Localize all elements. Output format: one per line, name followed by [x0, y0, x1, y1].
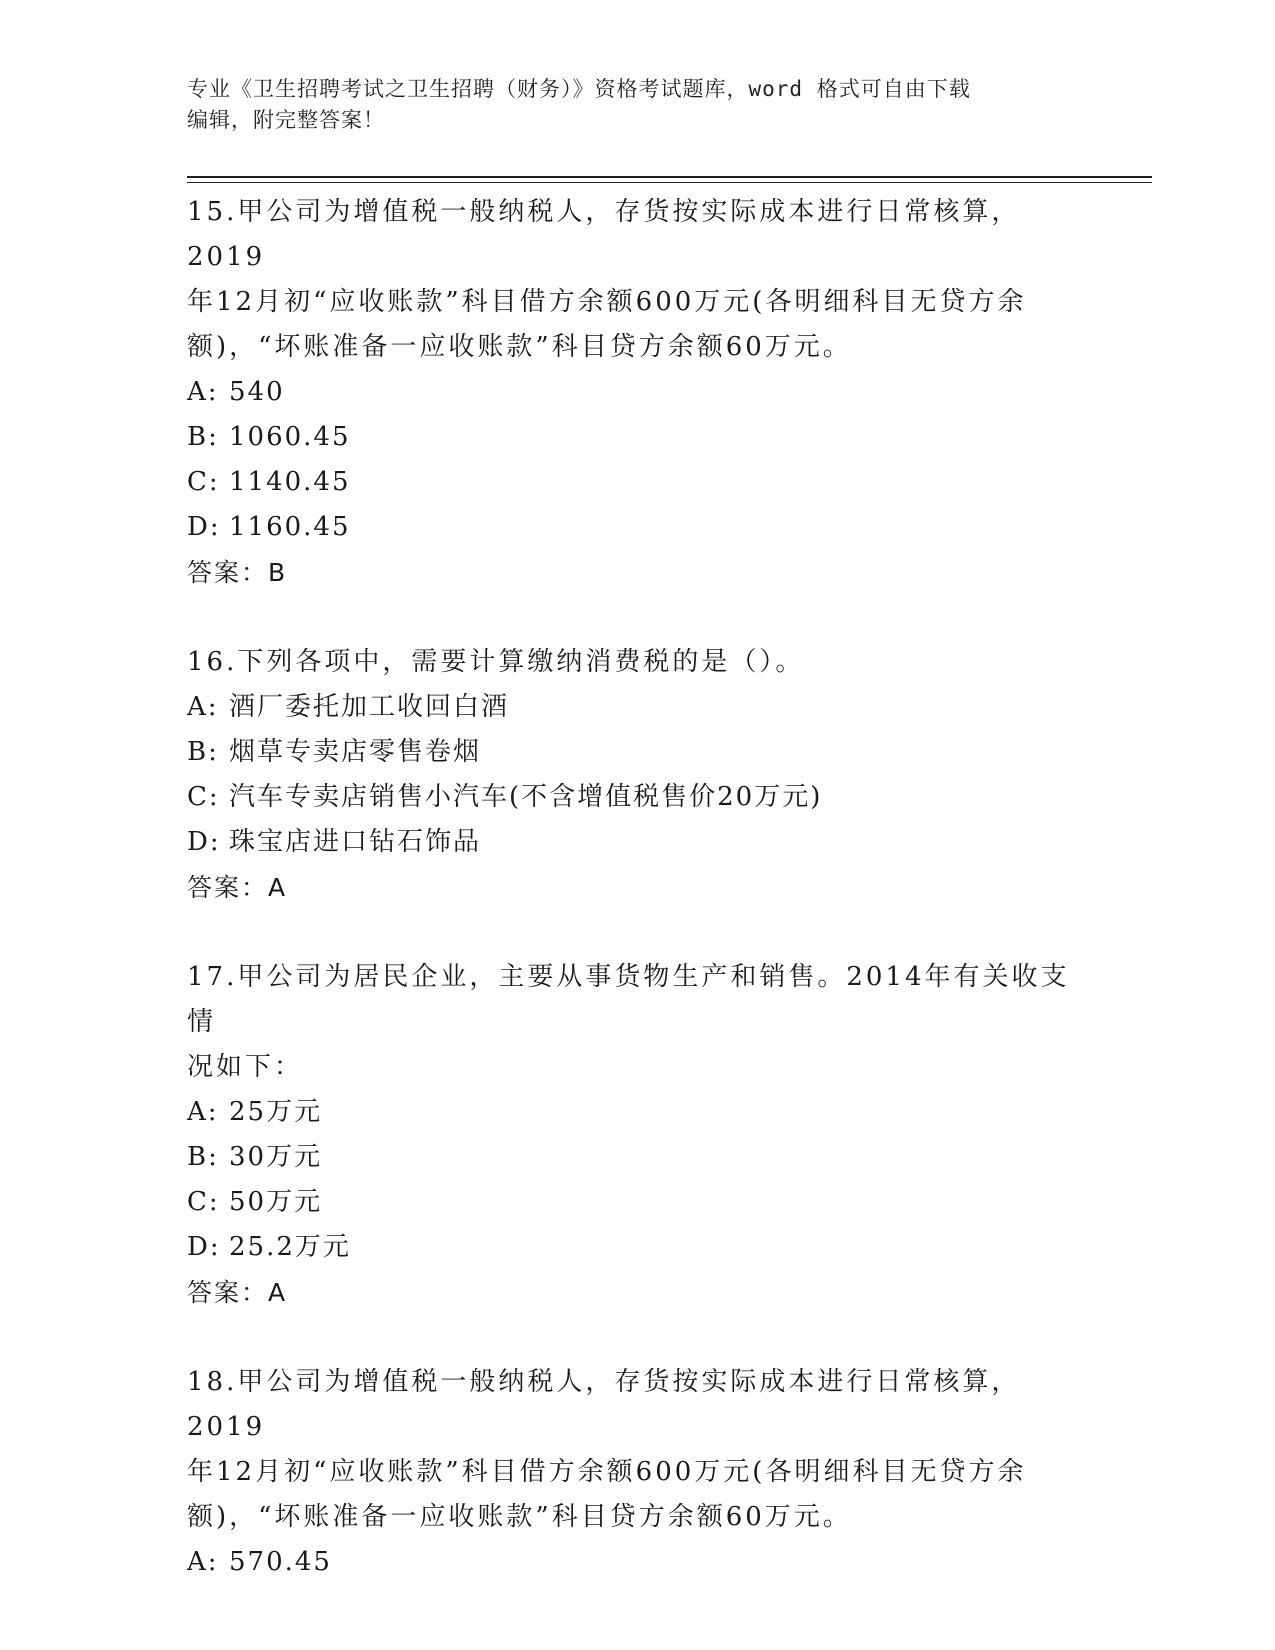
option-a: A: 570.45 [187, 1547, 332, 1577]
question-18 [187, 1360, 1087, 1585]
option-a: A: 540 [187, 377, 285, 407]
question-text-line: 年12月初“应收账款”科目借方余额600万元(各明细科目无贷方余 [187, 287, 1027, 317]
question-text-line: 15.甲公司为增值税一般纳税人，存货按实际成本进行日常核算，2019 [187, 197, 1021, 272]
header-divider-thin [187, 182, 1152, 183]
answer-line: 答案：B [187, 558, 288, 587]
option-a: A: 25万元 [187, 1097, 323, 1127]
option-b: B: 1060.45 [187, 422, 351, 452]
header-divider-thick [187, 176, 1152, 178]
question-text-line: 况如下： [187, 1052, 304, 1082]
question-17 [187, 955, 1087, 1315]
answer-line: 答案：A [187, 873, 288, 902]
question-text-line: 额)，“坏账准备一应收账款”科目贷方余额60万元。 [187, 1502, 852, 1532]
option-b: B: 30万元 [187, 1142, 323, 1172]
option-a: A: 酒厂委托加工收回白酒 [187, 692, 510, 722]
question-16 [187, 640, 1087, 910]
header-line-1: 专业《卫生招聘考试之卫生招聘（财务）》资格考试题库，word 格式可自由下载 [187, 77, 971, 101]
option-d: D: 25.2万元 [187, 1232, 351, 1262]
answer-line: 答案：A [187, 1278, 288, 1307]
question-text-line: 额)，“坏账准备一应收账款”科目贷方余额60万元。 [187, 332, 852, 362]
question-text-line: 年12月初“应收账款”科目借方余额600万元(各明细科目无贷方余 [187, 1457, 1027, 1487]
question-text-line: 18.甲公司为增值税一般纳税人，存货按实际成本进行日常核算，2019 [187, 1367, 1021, 1442]
option-d: D: 1160.45 [187, 512, 351, 542]
question-text-line: 16.下列各项中，需要计算缴纳消费税的是（）。 [187, 647, 805, 677]
question-list [187, 190, 1087, 1585]
option-b: B: 烟草专卖店零售卷烟 [187, 737, 482, 767]
question-text-line: 17.甲公司为居民企业，主要从事货物生产和销售。2014年有关收支情 [187, 962, 1070, 1037]
document-header [187, 74, 1087, 136]
option-c: C: 50万元 [187, 1187, 323, 1217]
header-line-2: 编辑，附完整答案！ [187, 108, 385, 132]
option-d: D: 珠宝店进口钻石饰品 [187, 827, 482, 857]
option-c: C: 1140.45 [187, 467, 351, 497]
question-15 [187, 190, 1087, 595]
option-c: C: 汽车专卖店销售小汽车(不含增值税售价20万元) [187, 782, 823, 812]
